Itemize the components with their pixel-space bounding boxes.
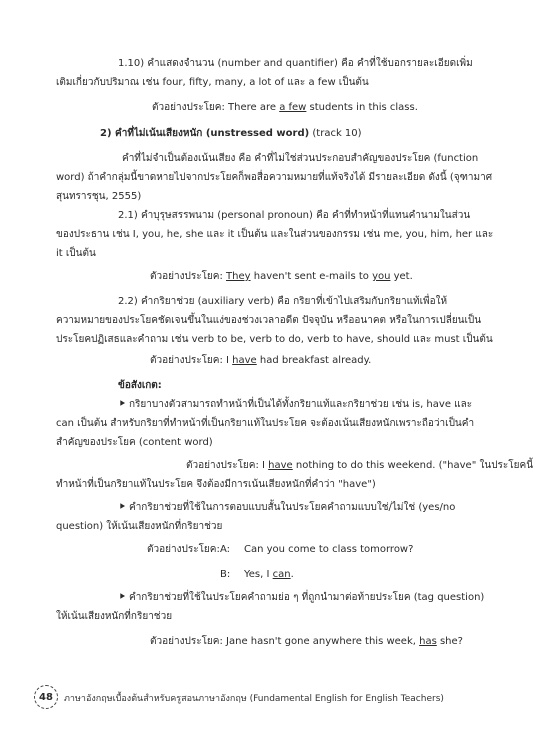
example-2: ตัวอย่างประโยค: They haven't sent e-mails to you yet. — [150, 271, 413, 282]
s22-line3: ประโยคปฏิเสธและคำถาม เช่น verb to be, verb to do, verb to have, should และ must เป็นต้น — [56, 334, 493, 345]
bullet-1-line1: ⯈ กริยาบางตัวสามารถทำหน้าที่เป็นได้ทั้งกริยาแท้และกริยาช่วย เช่น is, have และ — [118, 399, 473, 410]
arrow-bullet-icon: ⯈ — [118, 592, 126, 603]
bullet-1-line2: can เป็นต้น สำหรับกริยาที่ทำหน้าที่เป็นกริยาแท้ในประโยค จะต้องเน้นเสียงหนักเพราะถือว่าเป็นคำ — [56, 418, 475, 429]
s110-line1: 1.10) คำแสดงจำนวน (number and quantifier) คือ คำที่ใช้บอกรายละเอียดเพิ่ม — [118, 58, 473, 69]
example-3: ตัวอย่างประโยค: I have had breakfast already. — [150, 355, 372, 366]
example-5-a-text: Can you come to class tomorrow? — [244, 544, 414, 555]
s21-line1: 2.1) คำบุรุษสรรพนาม (personal pronoun) คือ คำที่ทำหน้าที่แทนคำนามในส่วน — [118, 210, 471, 221]
footer-title: ภาษาอังกฤษเบื้องต้นสำหรับครูสอนภาษาอังกฤษ (Fundamental English for English Teachers) — [64, 694, 444, 704]
example-5-label: ตัวอย่างประโยค: — [147, 544, 220, 555]
bullet-3-line2: ให้เน้นเสียงหนักที่กริยาช่วย — [56, 611, 173, 622]
p2-line2: word) ถ้าคำกลุ่มนี้ขาดหายไปจากประโยคก็พอสื่อความหมายที่แท้จริงได้ มีรายละเอียด ดังนี้ (จุฑามาศ — [56, 172, 493, 183]
s22-line2: ความหมายของประโยคชัดเจนขึ้นในแง่ของช่วงเวลาอดีต ปัจจุบัน หรืออนาคต หรือในการเปลี่ยนเป็น — [56, 315, 482, 326]
example-4-line2: ทำหน้าที่เป็นกริยาแท้ในประโยค จึงต้องมีการเน้นเสียงหนักที่คำว่า "have") — [56, 479, 376, 490]
p2-line3: สุนทรารชุน, 2555) — [56, 191, 142, 202]
example-5-b-marker: B: — [220, 569, 231, 580]
note-heading: ข้อสังเกต: — [118, 380, 162, 391]
s21-line2: ของประธาน เช่น I, you, he, she และ it เป็นต้น และในส่วนของกรรม เช่น me, you, him, her และ — [56, 229, 494, 240]
example-1: ตัวอย่างประโยค: There are a few students in this class. — [152, 102, 418, 113]
page-number: 48 — [34, 685, 58, 709]
s110-line2: เติมเกี่ยวกับปริมาณ เช่น four, fifty, many, a lot of และ a few เป็นต้น — [56, 77, 369, 88]
arrow-bullet-icon: ⯈ — [118, 502, 126, 513]
bullet-2-line1: ⯈ คำกริยาช่วยที่ใช้ในการตอบแบบสั้นในประโยคคำถามแบบใช่/ไม่ใช่ (yes/no — [118, 502, 456, 513]
example-5-b-text: Yes, I can. — [244, 569, 294, 580]
example-6: ตัวอย่างประโยค: Jane hasn't gone anywhere this week, has she? — [150, 636, 463, 647]
s21-line3: it เป็นต้น — [56, 248, 96, 259]
example-4: ตัวอย่างประโยค: I have nothing to do this weekend. ("have" ในประโยคนี้ — [186, 460, 534, 471]
p2-line1: คำที่ไม่จำเป็นต้องเน้นเสียง คือ คำที่ไม่ใช่ส่วนประกอบสำคัญของประโยค (function — [122, 153, 479, 164]
s22-line1: 2.2) คำกริยาช่วย (auxiliary verb) คือ กริยาที่เข้าไปเสริมกับกริยาแท้เพื่อให้ — [118, 296, 448, 307]
bullet-1-line3: สำคัญของประโยค (content word) — [56, 437, 213, 448]
arrow-bullet-icon: ⯈ — [118, 399, 126, 410]
bullet-3-line1: ⯈ คำกริยาช่วยที่ใช้ในประโยคคำถามย่อ ๆ ที่ถูกนำมาต่อท้ายประโยค (tag question) — [118, 592, 485, 603]
section-2-heading: 2) คำที่ไม่เน้นเสียงหนัก (unstressed word) (track 10) — [100, 128, 362, 139]
bullet-2-line2: question) ให้เน้นเสียงหนักที่กริยาช่วย — [56, 521, 223, 532]
example-5-a-marker: A: — [220, 544, 231, 555]
